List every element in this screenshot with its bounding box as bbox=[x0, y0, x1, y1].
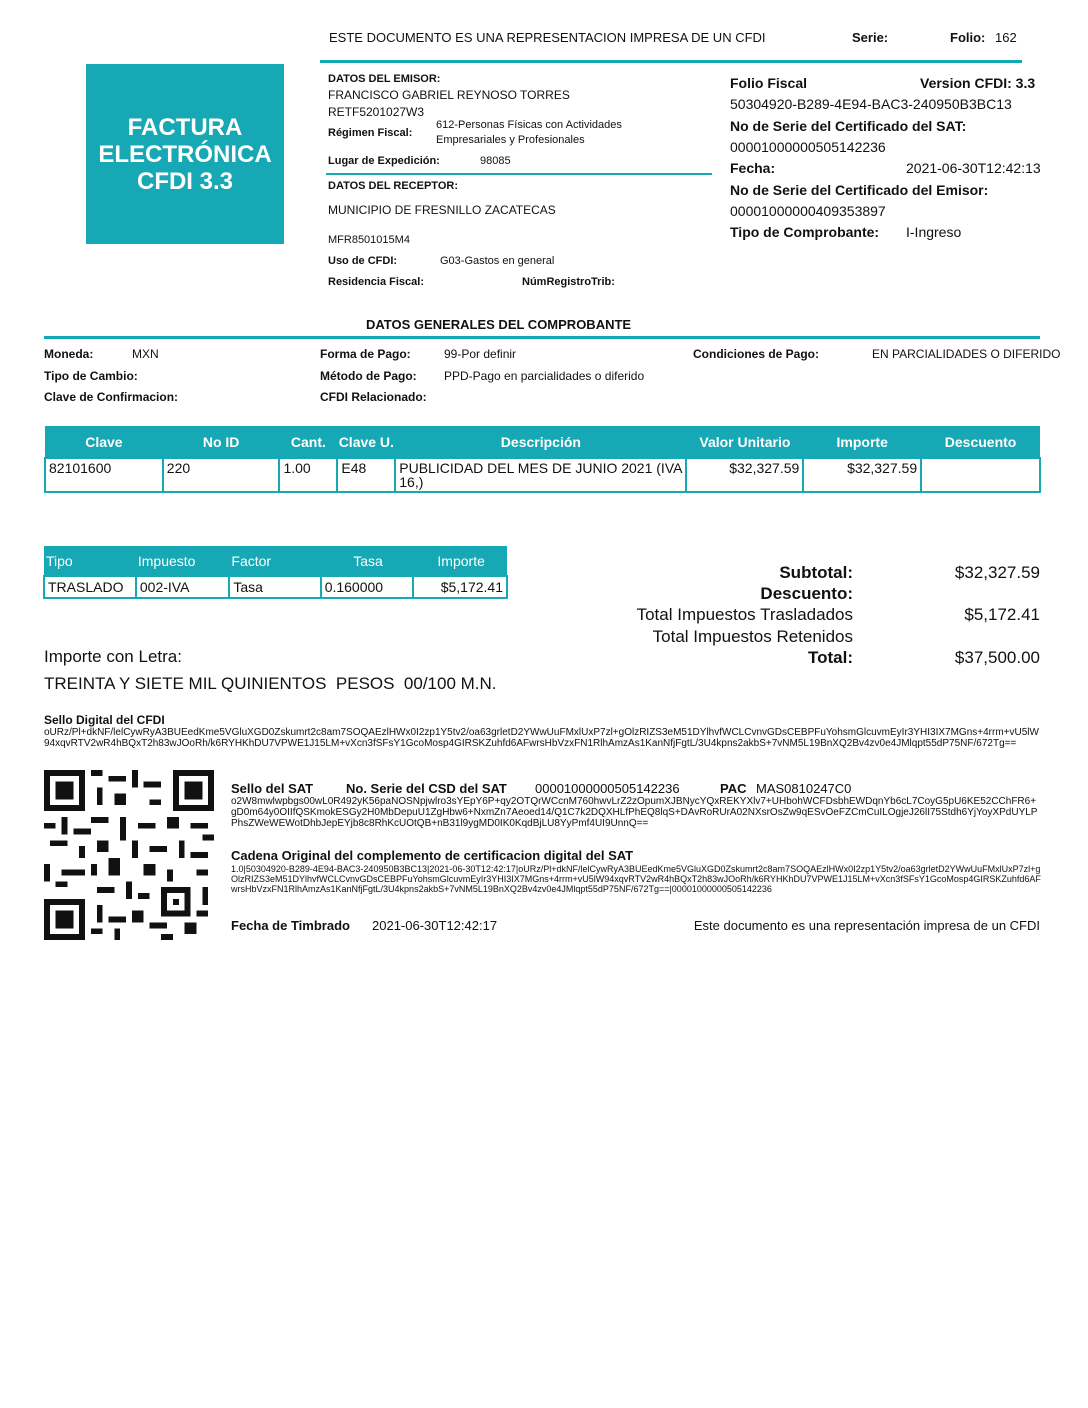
col-descripcion: Descripción bbox=[395, 426, 686, 458]
clave-conf-label: Clave de Confirmacion: bbox=[44, 390, 179, 404]
moneda-label: Moneda: bbox=[44, 347, 94, 361]
item-descripcion: PUBLICIDAD DEL MES DE JUNIO 2021 (IVA 16,) bbox=[395, 458, 686, 492]
cert-emisor-label: No de Serie del Certificado del Emisor: bbox=[730, 182, 989, 198]
regimen-value-1: 612-Personas Físicas con Actividades bbox=[436, 119, 622, 131]
importe-letra-value: TREINTA Y SIETE MIL QUINIENTOS PESOS 00/100 M.N. bbox=[44, 674, 497, 693]
items-table bbox=[44, 426, 1041, 493]
item-clave-u: E48 bbox=[337, 458, 395, 492]
tipo-cambio-label: Tipo de Cambio: bbox=[44, 369, 138, 383]
taxes-table bbox=[43, 546, 508, 599]
no-serie-sat-label: No. Serie del CSD del SAT bbox=[346, 781, 507, 796]
item-cant: 1.00 bbox=[279, 458, 337, 492]
cfdi-rel-label: CFDI Relacionado: bbox=[320, 390, 427, 404]
cadena-label: Cadena Original del complemento de certificacion digital del SAT bbox=[231, 848, 634, 863]
tax-col-tipo: Tipo bbox=[44, 546, 136, 576]
subtotal-value: $32,327.59 bbox=[954, 563, 1040, 582]
cadena-value: 1.0|50304920-B289-4E94-BAC3-240950B3BC13|2021-06-30T12:42:17|oURz/Pl+dkNF/lelCywRyA3BUEedKme5VGluXGD0Zskumrt2c8am7SOQAEzlHWx0I2zp1Y5tv2/oa63grletD2YWwUuFMxlUxP7zl+gOlzRIZS3eM51DYlhvfWCLCvnvGDsCEBPFuYohsmGlcuvmEyIr3YHI3IX7MGns+4rrm+vU5lW94xqvRTV2wR4hBQxT2h83wJOoRh/k6RYHKhDU7VPWE1J15LM+vXcn3fSFsY1GcoMosp4GIRSKZuhfd6AFwrsHbVzxFN1RlhAmzAs1KanNfjFgtL/3U4kpns2akbS+7vNM5L19BnXQ2Bv4zv0e4JMlqpt55dP75NF/672Tg==|00001000000505142236 bbox=[231, 864, 1041, 894]
logo-line-3: CFDI 3.3 bbox=[136, 167, 234, 195]
trasladados-value: $5,172.41 bbox=[964, 605, 1040, 624]
qr-code-icon bbox=[44, 770, 214, 940]
table-row bbox=[44, 576, 507, 598]
sello-sat-label: Sello del SAT bbox=[231, 781, 314, 796]
fecha-label: Fecha: bbox=[730, 160, 776, 176]
uso-label: Uso de CFDI: bbox=[328, 255, 398, 267]
tax-col-factor: Factor bbox=[229, 546, 320, 576]
cert-emisor-value: 00001000000409353897 bbox=[730, 203, 886, 219]
tax-col-importe: Importe bbox=[413, 546, 507, 576]
residencia-label: Residencia Fiscal: bbox=[328, 276, 424, 288]
pac-label: PAC bbox=[720, 781, 747, 796]
items-header-row bbox=[45, 426, 1040, 458]
trasladados-label: Total Impuestos Trasladados bbox=[636, 605, 853, 624]
sello-cfdi-value: oURz/Pl+dkNF/lelCywRyA3BUEedKme5VGluXGD0Zskumrt2c8am7SOQAEzlHWx0I2zp1Y5tv2/oa63grletD2YWwUuFMxlUxP7zl+gOlzRIZS3eM51DYlhvfWCLCvnvGDsCEBPFuYohsmGlcuvmEyIr3YHI3IX7MGns+4rrm+vU5lW94xqvRTV2wR4hBQxT2h83wJOoRh/k6RYHKhDU7VPWE1J15LM+vXcn3fSFsY1GcoMosp4GIRSKZuhfd6AFwrsHbVzxFN1RlhAmzAs1KanNfjFgtL/3U4kpns2akbS+7vNM5L19BnXQ2Bv4zv0e4JMlqpt55dP75NF/672Tg== bbox=[44, 727, 1039, 749]
item-valor-unitario: $32,327.59 bbox=[686, 458, 803, 492]
col-valor-unitario: Valor Unitario bbox=[686, 426, 803, 458]
tax-tasa: 0.160000 bbox=[321, 576, 414, 598]
col-descuento: Descuento bbox=[921, 426, 1040, 458]
regimen-value-2: Empresariales y Profesionales bbox=[436, 134, 585, 146]
header-divider bbox=[320, 60, 1022, 63]
metodo-pago-value: PPD-Pago en parcialidades o diferido bbox=[444, 369, 645, 383]
item-descuento bbox=[921, 458, 1040, 492]
emisor-divider bbox=[326, 173, 712, 175]
item-no-id: 220 bbox=[163, 458, 280, 492]
descuento-label: Descuento: bbox=[760, 584, 853, 603]
pac-value: MAS0810247C0 bbox=[756, 781, 852, 796]
no-serie-sat-value: 00001000000505142236 bbox=[535, 781, 680, 796]
numreg-label: NúmRegistroTrib: bbox=[522, 276, 615, 288]
receptor-rfc: MFR8501015M4 bbox=[328, 234, 410, 246]
lugar-label: Lugar de Expedición: bbox=[328, 155, 440, 167]
table-row bbox=[45, 458, 1040, 492]
col-importe: Importe bbox=[803, 426, 921, 458]
tax-importe: $5,172.41 bbox=[413, 576, 507, 598]
metodo-pago-label: Método de Pago: bbox=[320, 369, 417, 383]
receptor-name: MUNICIPIO DE FRESNILLO ZACATECAS bbox=[328, 203, 556, 217]
item-importe: $32,327.59 bbox=[803, 458, 921, 492]
fecha-timbrado-value: 2021-06-30T12:42:17 bbox=[372, 918, 498, 933]
sello-sat-value: o2W8mwlwpbgs00wL0R492yK56paNOSNpjwlro3sYEpY6P+qy2OTQrWCcnM760hwvLrZ2zOpumXJBNycYQxREKYXlv7+UHbohWCFDsbhEWDqnYb6cL7CoyG5pU6KE52CChFR6+gD0m64y0OIIfQSKmokESGy2H0MbDepuU1ZgHbw6+NxmZn7Aeoed14/Q1C7k2DQXHLfPhEQ8lqS+DAvRoRUrA02NXsrOsZw9qESvOeFZCmCuILOgjeJ26lI75Stdh6YjYoyXPdUYLPPhsZWeWEWotDhbJepEYjb8c8RhKcUOtQB+nB31l9ygMD0IK0KqdBjLU8YyPmf4UI9UnnQ== bbox=[231, 796, 1038, 829]
emisor-title: DATOS DEL EMISOR: bbox=[328, 73, 441, 85]
fecha-timbrado-label: Fecha de Timbrado bbox=[231, 918, 350, 933]
document-banner: ESTE DOCUMENTO ES UNA REPRESENTACION IMPRESA DE UN CFDI bbox=[329, 30, 766, 45]
tipo-comprobante-label: Tipo de Comprobante: bbox=[730, 224, 880, 240]
item-clave: 82101600 bbox=[45, 458, 163, 492]
total-value: $37,500.00 bbox=[954, 648, 1040, 667]
forma-pago-label: Forma de Pago: bbox=[320, 347, 411, 361]
tax-impuesto: 002-IVA bbox=[136, 576, 230, 598]
total-label: Total: bbox=[807, 648, 853, 667]
cert-sat-value: 00001000000505142236 bbox=[730, 139, 886, 155]
importe-letra-label: Importe con Letra: bbox=[44, 647, 182, 666]
general-title: DATOS GENERALES DEL COMPROBANTE bbox=[366, 317, 632, 332]
col-clave-u: Clave U. bbox=[337, 426, 395, 458]
col-clave: Clave bbox=[45, 426, 163, 458]
serie-label: Serie: bbox=[852, 30, 889, 45]
general-divider bbox=[44, 336, 1040, 339]
folio-label: Folio: bbox=[950, 30, 986, 45]
tax-tipo: TRASLADO bbox=[44, 576, 136, 598]
folio-fiscal-label: Folio Fiscal bbox=[730, 75, 808, 91]
fecha-value: 2021-06-30T12:42:13 bbox=[906, 160, 1041, 176]
version-label: Version CFDI: 3.3 bbox=[920, 75, 1036, 91]
cert-sat-label: No de Serie del Certificado del SAT: bbox=[730, 118, 967, 134]
footer-note: Este documento es una representación impresa de un CFDI bbox=[693, 918, 1040, 933]
tax-factor: Tasa bbox=[229, 576, 320, 598]
forma-pago-value: 99-Por definir bbox=[444, 347, 517, 361]
regimen-label: Régimen Fiscal: bbox=[328, 127, 413, 139]
folio-fiscal-value: 50304920-B289-4E94-BAC3-240950B3BC13 bbox=[730, 96, 1012, 112]
condiciones-label: Condiciones de Pago: bbox=[693, 347, 820, 361]
col-no-id: No ID bbox=[163, 426, 280, 458]
receptor-title: DATOS DEL RECEPTOR: bbox=[328, 180, 458, 192]
uso-value: G03-Gastos en general bbox=[440, 255, 555, 267]
logo-line-1: FACTURA bbox=[127, 113, 243, 141]
tax-col-impuesto: Impuesto bbox=[136, 546, 230, 576]
moneda-value: MXN bbox=[132, 347, 159, 361]
lugar-value: 98085 bbox=[480, 155, 511, 167]
factura-logo bbox=[86, 64, 284, 244]
retenidos-label: Total Impuestos Retenidos bbox=[652, 627, 853, 646]
taxes-header-row bbox=[44, 546, 507, 576]
logo-line-2: ELECTRÓNICA bbox=[98, 140, 272, 168]
emisor-name: FRANCISCO GABRIEL REYNOSO TORRES bbox=[328, 88, 570, 102]
emisor-rfc: RETF5201027W3 bbox=[328, 105, 425, 119]
col-cant: Cant. bbox=[279, 426, 337, 458]
subtotal-label: Subtotal: bbox=[779, 563, 853, 582]
tax-col-tasa: Tasa bbox=[321, 546, 414, 576]
sello-cfdi-label: Sello Digital del CFDI bbox=[44, 713, 165, 727]
tipo-comprobante-value: I-Ingreso bbox=[906, 224, 962, 240]
folio-value: 162 bbox=[995, 30, 1017, 45]
condiciones-value: EN PARCIALIDADES O DIFERIDO bbox=[872, 347, 1061, 361]
